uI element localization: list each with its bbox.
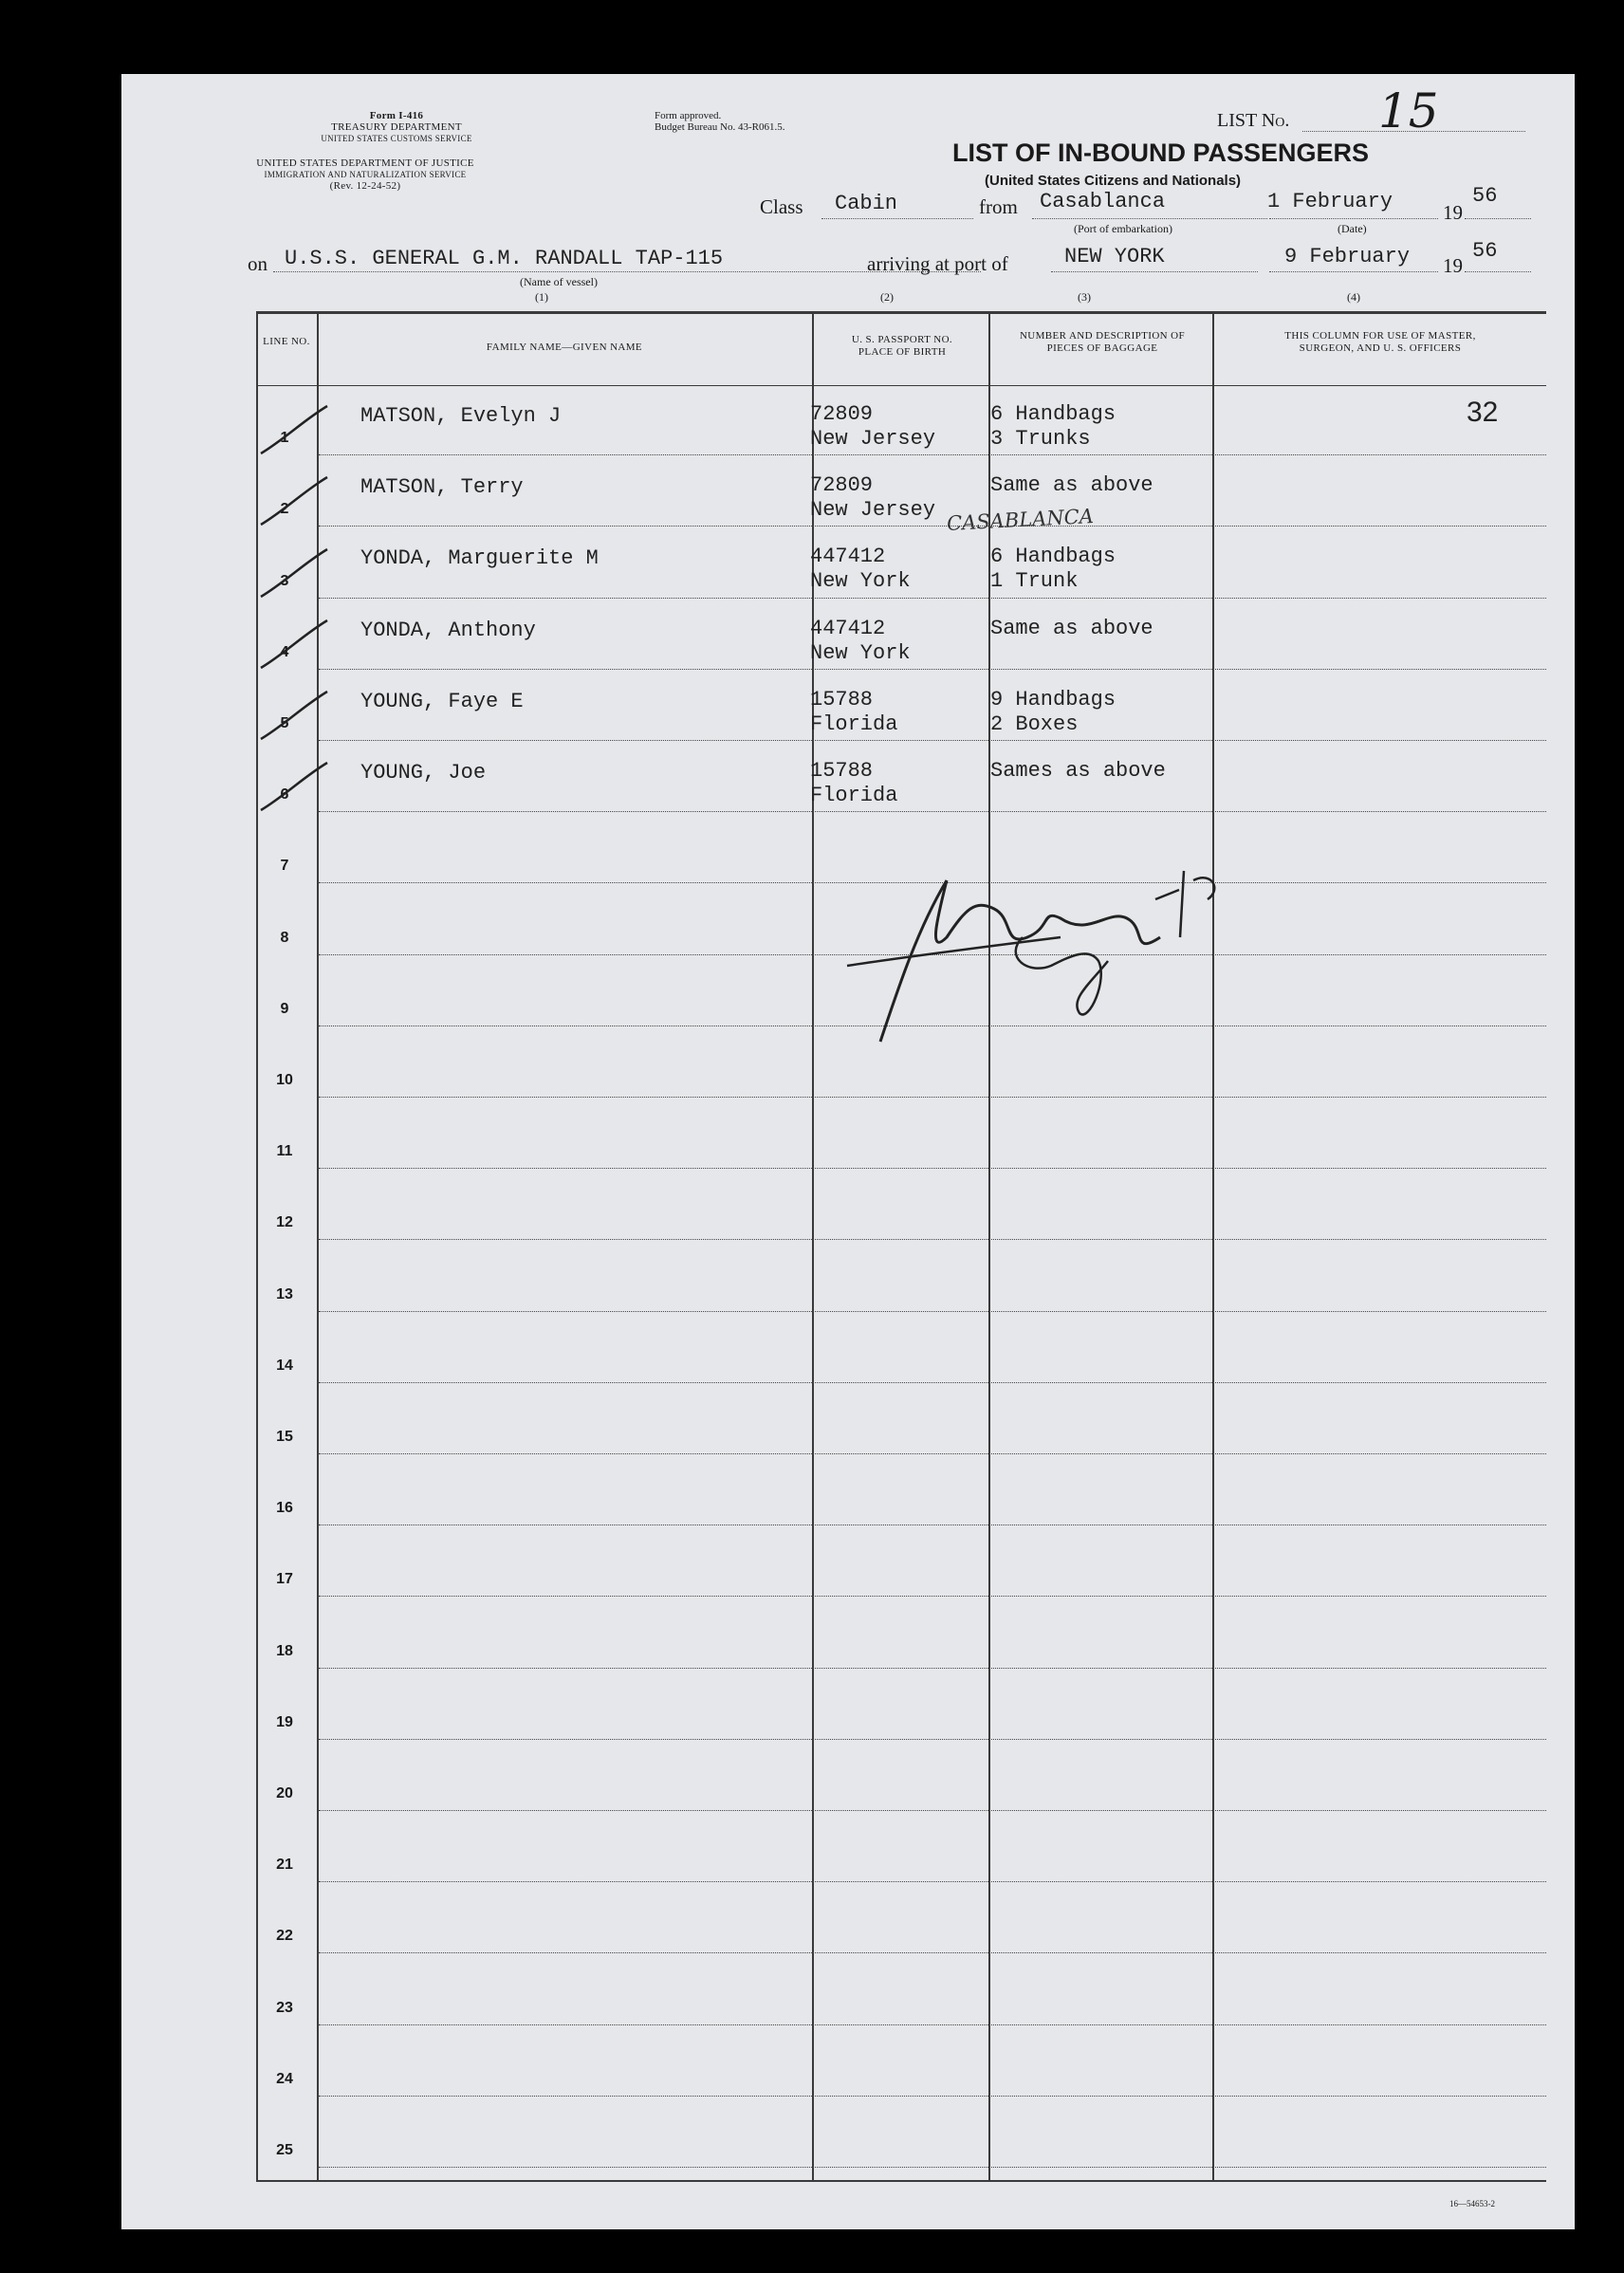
table-row <box>256 1170 1546 1241</box>
ins-service: IMMIGRATION AND NATURALIZATION SERVICE <box>264 170 467 179</box>
row-divider <box>319 1810 1546 1811</box>
class-value: Cabin <box>835 192 898 215</box>
line-number: 15 <box>276 1428 293 1445</box>
row-divider <box>319 1668 1546 1669</box>
line-number: 2 <box>280 501 289 518</box>
from-line <box>1032 218 1267 219</box>
passenger-name: MATSON, Evelyn J <box>360 404 562 428</box>
arrival-date-line <box>1269 271 1438 272</box>
year-value: 56 <box>1472 184 1498 208</box>
line-number: 5 <box>280 714 289 731</box>
table-row <box>256 1812 1546 1883</box>
line-number: 22 <box>276 1928 293 1945</box>
table-row <box>256 1526 1546 1598</box>
baggage-line-2: 1 Trunk <box>990 569 1079 594</box>
place-of-birth: Florida <box>810 711 898 736</box>
baggage-line-1: 9 Handbags <box>990 687 1116 711</box>
row-divider <box>319 669 1546 670</box>
arrival-date: 9 February <box>1284 245 1411 268</box>
baggage-line-1: Same as above <box>990 473 1153 498</box>
passenger-name: MATSON, Terry <box>360 475 524 500</box>
justice-department: UNITED STATES DEPARTMENT OF JUSTICE <box>256 157 474 169</box>
row-divider <box>319 526 1546 527</box>
form-approval <box>655 110 784 133</box>
passenger-name: YONDA, Anthony <box>360 618 536 642</box>
row-divider <box>319 2024 1546 2025</box>
form-agency-block <box>273 110 520 144</box>
arrival-year-line <box>1465 271 1531 272</box>
arriving-label: arriving at port of <box>867 252 1008 275</box>
line-number: 25 <box>276 2141 293 2158</box>
casablanca-overwrite: CASABLANCA <box>946 504 1095 536</box>
arrival-year-prefix: 19 <box>1443 254 1463 277</box>
row-divider <box>319 1596 1546 1597</box>
table-row <box>256 1954 1546 2025</box>
table-row <box>256 456 1546 527</box>
year-line <box>1465 218 1531 219</box>
table-row <box>256 1313 1546 1384</box>
baggage-line-1: 6 Handbags <box>990 402 1116 426</box>
departure-date: 1 February <box>1267 190 1393 213</box>
table-row <box>256 1455 1546 1526</box>
line-number: 11 <box>276 1143 293 1160</box>
header-name: FAMILY NAME—GIVEN NAME <box>486 342 643 353</box>
table-row <box>256 385 1546 456</box>
line-number: 6 <box>280 786 289 804</box>
line-number: 7 <box>280 858 289 875</box>
row-divider <box>319 740 1546 741</box>
on-label: on <box>248 252 268 275</box>
place-of-birth: New Jersey <box>810 427 936 451</box>
check-mark <box>256 472 332 529</box>
place-of-birth: New York <box>810 640 911 665</box>
row-divider <box>319 1952 1546 1953</box>
line-number: 19 <box>276 1713 293 1730</box>
passport-number: 72809 <box>810 402 874 426</box>
table-row <box>256 1741 1546 1812</box>
line-number: 16 <box>276 1500 293 1517</box>
justice-block <box>237 157 493 192</box>
line-number: 18 <box>276 1642 293 1659</box>
row-divider <box>319 1739 1546 1740</box>
passport-number: 15788 <box>810 759 874 783</box>
baggage-line-2: 3 Trunks <box>990 427 1091 451</box>
port-embark-caption: (Port of embarkation) <box>1074 222 1172 235</box>
header-passport: U. S. PASSPORT NO. PLACE OF BIRTH <box>851 334 953 358</box>
baggage-line-1: Same as above <box>990 616 1153 640</box>
row-divider <box>319 2167 1546 2168</box>
line-number: 12 <box>276 1214 293 1231</box>
line-number: 13 <box>276 1285 293 1303</box>
table-row <box>256 1883 1546 1954</box>
passenger-list-form <box>121 74 1575 2229</box>
page-subtitle: (United States Citizens and Nationals) <box>985 173 1242 189</box>
year-prefix: 19 <box>1443 201 1463 224</box>
vessel-caption: (Name of vessel) <box>520 275 598 288</box>
line-number: 17 <box>276 1571 293 1588</box>
header-officers: THIS COLUMN FOR USE OF MASTER, SURGEON, AND U. S. OFFICERS <box>1284 330 1476 354</box>
row-divider <box>319 1881 1546 1882</box>
line-number: 20 <box>276 1784 293 1802</box>
row-divider <box>319 454 1546 455</box>
passenger-name: YOUNG, Joe <box>360 761 487 785</box>
budget-bureau: Budget Bureau No. 43-R061.5. <box>655 121 785 133</box>
line-number: 24 <box>276 2070 293 2087</box>
place-of-birth: New York <box>810 569 911 594</box>
table-row <box>256 2026 1546 2097</box>
line-number: 4 <box>280 643 289 660</box>
officer-notes: 32 <box>1467 397 1499 428</box>
customs-service: UNITED STATES CUSTOMS SERVICE <box>321 134 472 143</box>
check-mark <box>256 758 332 815</box>
header-baggage: NUMBER AND DESCRIPTION OF PIECES OF BAGGAGE <box>1019 330 1186 354</box>
col-num-2: (2) <box>880 290 894 304</box>
passenger-name: YONDA, Marguerite M <box>360 546 599 571</box>
form-approved: Form approved. <box>655 110 722 121</box>
check-mark <box>256 545 332 601</box>
row-divider <box>319 1239 1546 1240</box>
col-num-1: (1) <box>535 290 548 304</box>
line-number: 8 <box>280 929 289 946</box>
footer-code: 16—54653-2 <box>1449 2199 1495 2208</box>
row-divider <box>319 598 1546 599</box>
arrival-port-line <box>1051 271 1258 272</box>
date-caption: (Date) <box>1338 222 1367 235</box>
row-divider <box>319 1453 1546 1454</box>
treasury-department: TREASURY DEPARTMENT <box>331 121 462 133</box>
table-row <box>256 1241 1546 1312</box>
table-top-border <box>256 311 1546 314</box>
date-line <box>1269 218 1438 219</box>
class-line <box>821 218 973 219</box>
passport-number: 15788 <box>810 687 874 711</box>
check-mark <box>256 616 332 673</box>
line-number: 9 <box>280 1000 289 1017</box>
table-row <box>256 671 1546 742</box>
check-mark <box>256 401 332 458</box>
line-number: 3 <box>280 572 289 589</box>
header-line-no: LINE NO. <box>263 336 310 347</box>
line-number: 23 <box>276 1999 293 2016</box>
table-row <box>256 2097 1546 2169</box>
place-of-birth: New Jersey <box>810 498 936 523</box>
page-title: LIST OF IN-BOUND PASSENGERS <box>952 139 1370 167</box>
class-label: Class <box>760 195 803 218</box>
officer-signature <box>804 795 1298 1136</box>
row-divider <box>319 1311 1546 1312</box>
passport-number: 447412 <box>810 545 886 569</box>
passport-number: 447412 <box>810 616 886 640</box>
table-row <box>256 1670 1546 1741</box>
arrival-year: 56 <box>1472 239 1498 263</box>
table-row <box>256 600 1546 671</box>
col-num-3: (3) <box>1078 290 1091 304</box>
baggage-line-1: 6 Handbags <box>990 545 1116 569</box>
baggage-line-1: Sames as above <box>990 759 1166 783</box>
line-number: 14 <box>276 1357 293 1374</box>
from-value: Casablanca <box>1040 190 1166 213</box>
table-row <box>256 1598 1546 1669</box>
passport-number: 72809 <box>810 473 874 498</box>
from-label: from <box>979 195 1018 218</box>
line-number: 1 <box>280 430 289 447</box>
table-row <box>256 527 1546 599</box>
line-number: 21 <box>276 1857 293 1874</box>
revision: (Rev. 12-24-52) <box>329 180 401 192</box>
vessel-name: U.S.S. GENERAL G.M. RANDALL TAP-115 <box>285 247 724 270</box>
baggage-line-2: 2 Boxes <box>990 711 1079 736</box>
form-id: Form I-416 <box>369 110 424 121</box>
line-number: 10 <box>276 1071 293 1088</box>
row-divider <box>319 2096 1546 2097</box>
col-num-4: (4) <box>1347 290 1360 304</box>
passenger-name: YOUNG, Faye E <box>360 689 524 713</box>
list-no-label: LIST No. <box>1217 110 1290 131</box>
check-mark <box>256 687 332 744</box>
arrival-port: NEW YORK <box>1064 245 1165 268</box>
list-no-handwritten: 15 <box>1378 83 1439 139</box>
place-of-birth: Florida <box>810 784 898 807</box>
row-divider <box>319 1382 1546 1383</box>
row-divider <box>319 1168 1546 1169</box>
table-row <box>256 1384 1546 1455</box>
table-bottom-border <box>256 2180 1546 2182</box>
